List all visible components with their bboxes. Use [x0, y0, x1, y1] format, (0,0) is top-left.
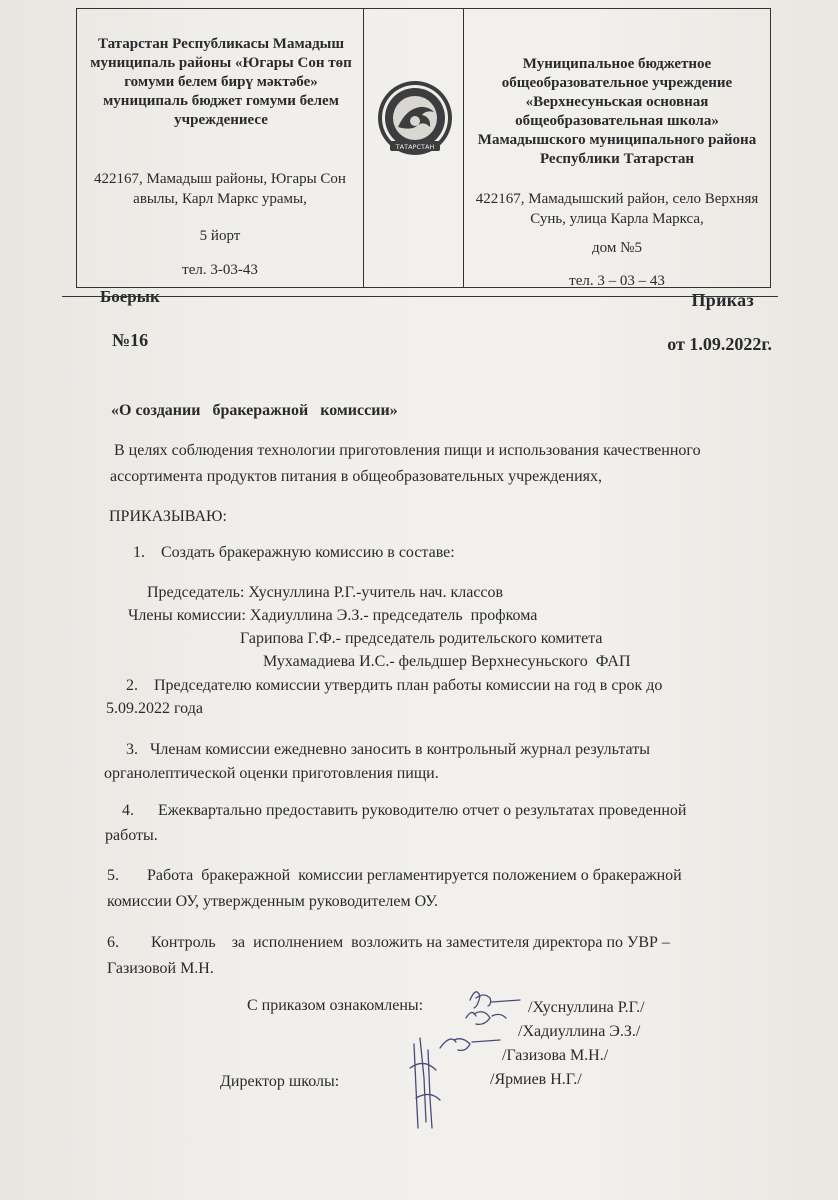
signer-name-2: /Хадиуллина Э.З./ [518, 1023, 641, 1040]
item-4-line-2: работы. [105, 827, 158, 844]
order-number: №16 [112, 330, 149, 350]
intro-line-1: В целях соблюдения технологии приготовления пищи и использования качественного [110, 442, 701, 459]
item-3-line-1: 3. Членам комиссии ежедневно заносить в контрольный журнал результаты [126, 741, 650, 758]
order-date: от 1.09.2022г. [667, 334, 772, 354]
tatar-address: 422167, Мамадыш районы, Югары Сон авылы, Карл Маркс урамы, [94, 171, 346, 207]
commission-member-3: Мухамадиева И.С.- фельдшер Верхнесуньского ФАП [263, 653, 631, 670]
signer-name-1: /Хуснуллина Р.Г./ [528, 999, 645, 1016]
order-word: ПРИКАЗЫВАЮ: [109, 508, 227, 525]
doc-type-russian: Приказ [691, 290, 754, 310]
item-5-line-2: комиссии ОУ, утвержденным руководителем ОУ. [107, 893, 439, 910]
item-4-line-1: 4. Ежеквартально предоставить руководителю отчет о результатах проведенной [122, 802, 687, 819]
intro-line-2: ассортимента продуктов питания в общеобразовательных учреждениях, [110, 468, 602, 485]
item-6-line-2: Газизовой М.Н. [107, 960, 214, 977]
director-label: Директор школы: [220, 1073, 340, 1090]
commission-member-1: Члены комиссии: Хадиуллина Э.З.- председатель профкома [128, 607, 538, 624]
tatar-address-house: 5 йорт [199, 228, 241, 244]
item-2-line-1: 2. Председателю комиссии утвердить план работы комиссии на год в срок до [126, 677, 663, 694]
emblem-text: ТАТАРСТАН [395, 143, 435, 151]
russian-address: 422167, Мамадышский район, село Верхняя Сунь, улица Карла Маркса, [475, 191, 759, 227]
header-divider [62, 296, 778, 297]
director-name: /Ярмиев Н.Г./ [490, 1071, 582, 1088]
item-2-line-2: 5.09.2022 года [106, 700, 203, 717]
signer-name-3: /Газизова М.Н./ [502, 1047, 609, 1064]
order-subject: «О создании бракеражной комиссии» [111, 402, 398, 419]
item-1: 1. Создать бракеражную комиссию в составе: [133, 544, 455, 561]
tatar-phone: тел. 3-03-43 [182, 262, 258, 278]
russian-phone: тел. 3 – 03 – 43 [569, 273, 665, 289]
letterhead-emblem-column [364, 9, 464, 287]
letterhead-tatar-column [77, 9, 364, 287]
russian-org-name: Муниципальное бюджетное общеобразовательное учреждение «Верхнесуньская основная общеобразовательная школа» Мамадышского муниципального района Республики Татарстан [477, 56, 757, 167]
tatar-org-name: Татарстан Республикасы Мамадыш муниципаль районы «Югары Сон төп гомуми белем бирү мәктәбе» муниципаль бюджет гомуми белем учреждениесе [90, 36, 352, 128]
letterhead-table [76, 8, 771, 288]
doc-type-tatar: Боерык [100, 287, 160, 306]
commission-member-2: Гарипова Г.Ф.- председатель родительского комитета [240, 630, 603, 647]
letterhead-russian-column [464, 9, 770, 287]
acquainted-label: С приказом ознакомлены: [247, 997, 424, 1014]
item-6-line-1: 6. Контроль за исполнением возложить на заместителя директора по УВР – [107, 934, 670, 951]
russian-address-house: дом №5 [592, 240, 642, 256]
tatarstan-emblem-icon [376, 79, 454, 157]
handwritten-signatures-icon [380, 978, 560, 1138]
item-5-line-1: 5. Работа бракеражной комиссии регламентируется положением о бракеражной [107, 867, 682, 884]
item-3-line-2: органолептической оценки приготовления пищи. [104, 765, 439, 782]
commission-chair: Председатель: Хуснуллина Р.Г.-учитель нач. классов [147, 584, 504, 601]
